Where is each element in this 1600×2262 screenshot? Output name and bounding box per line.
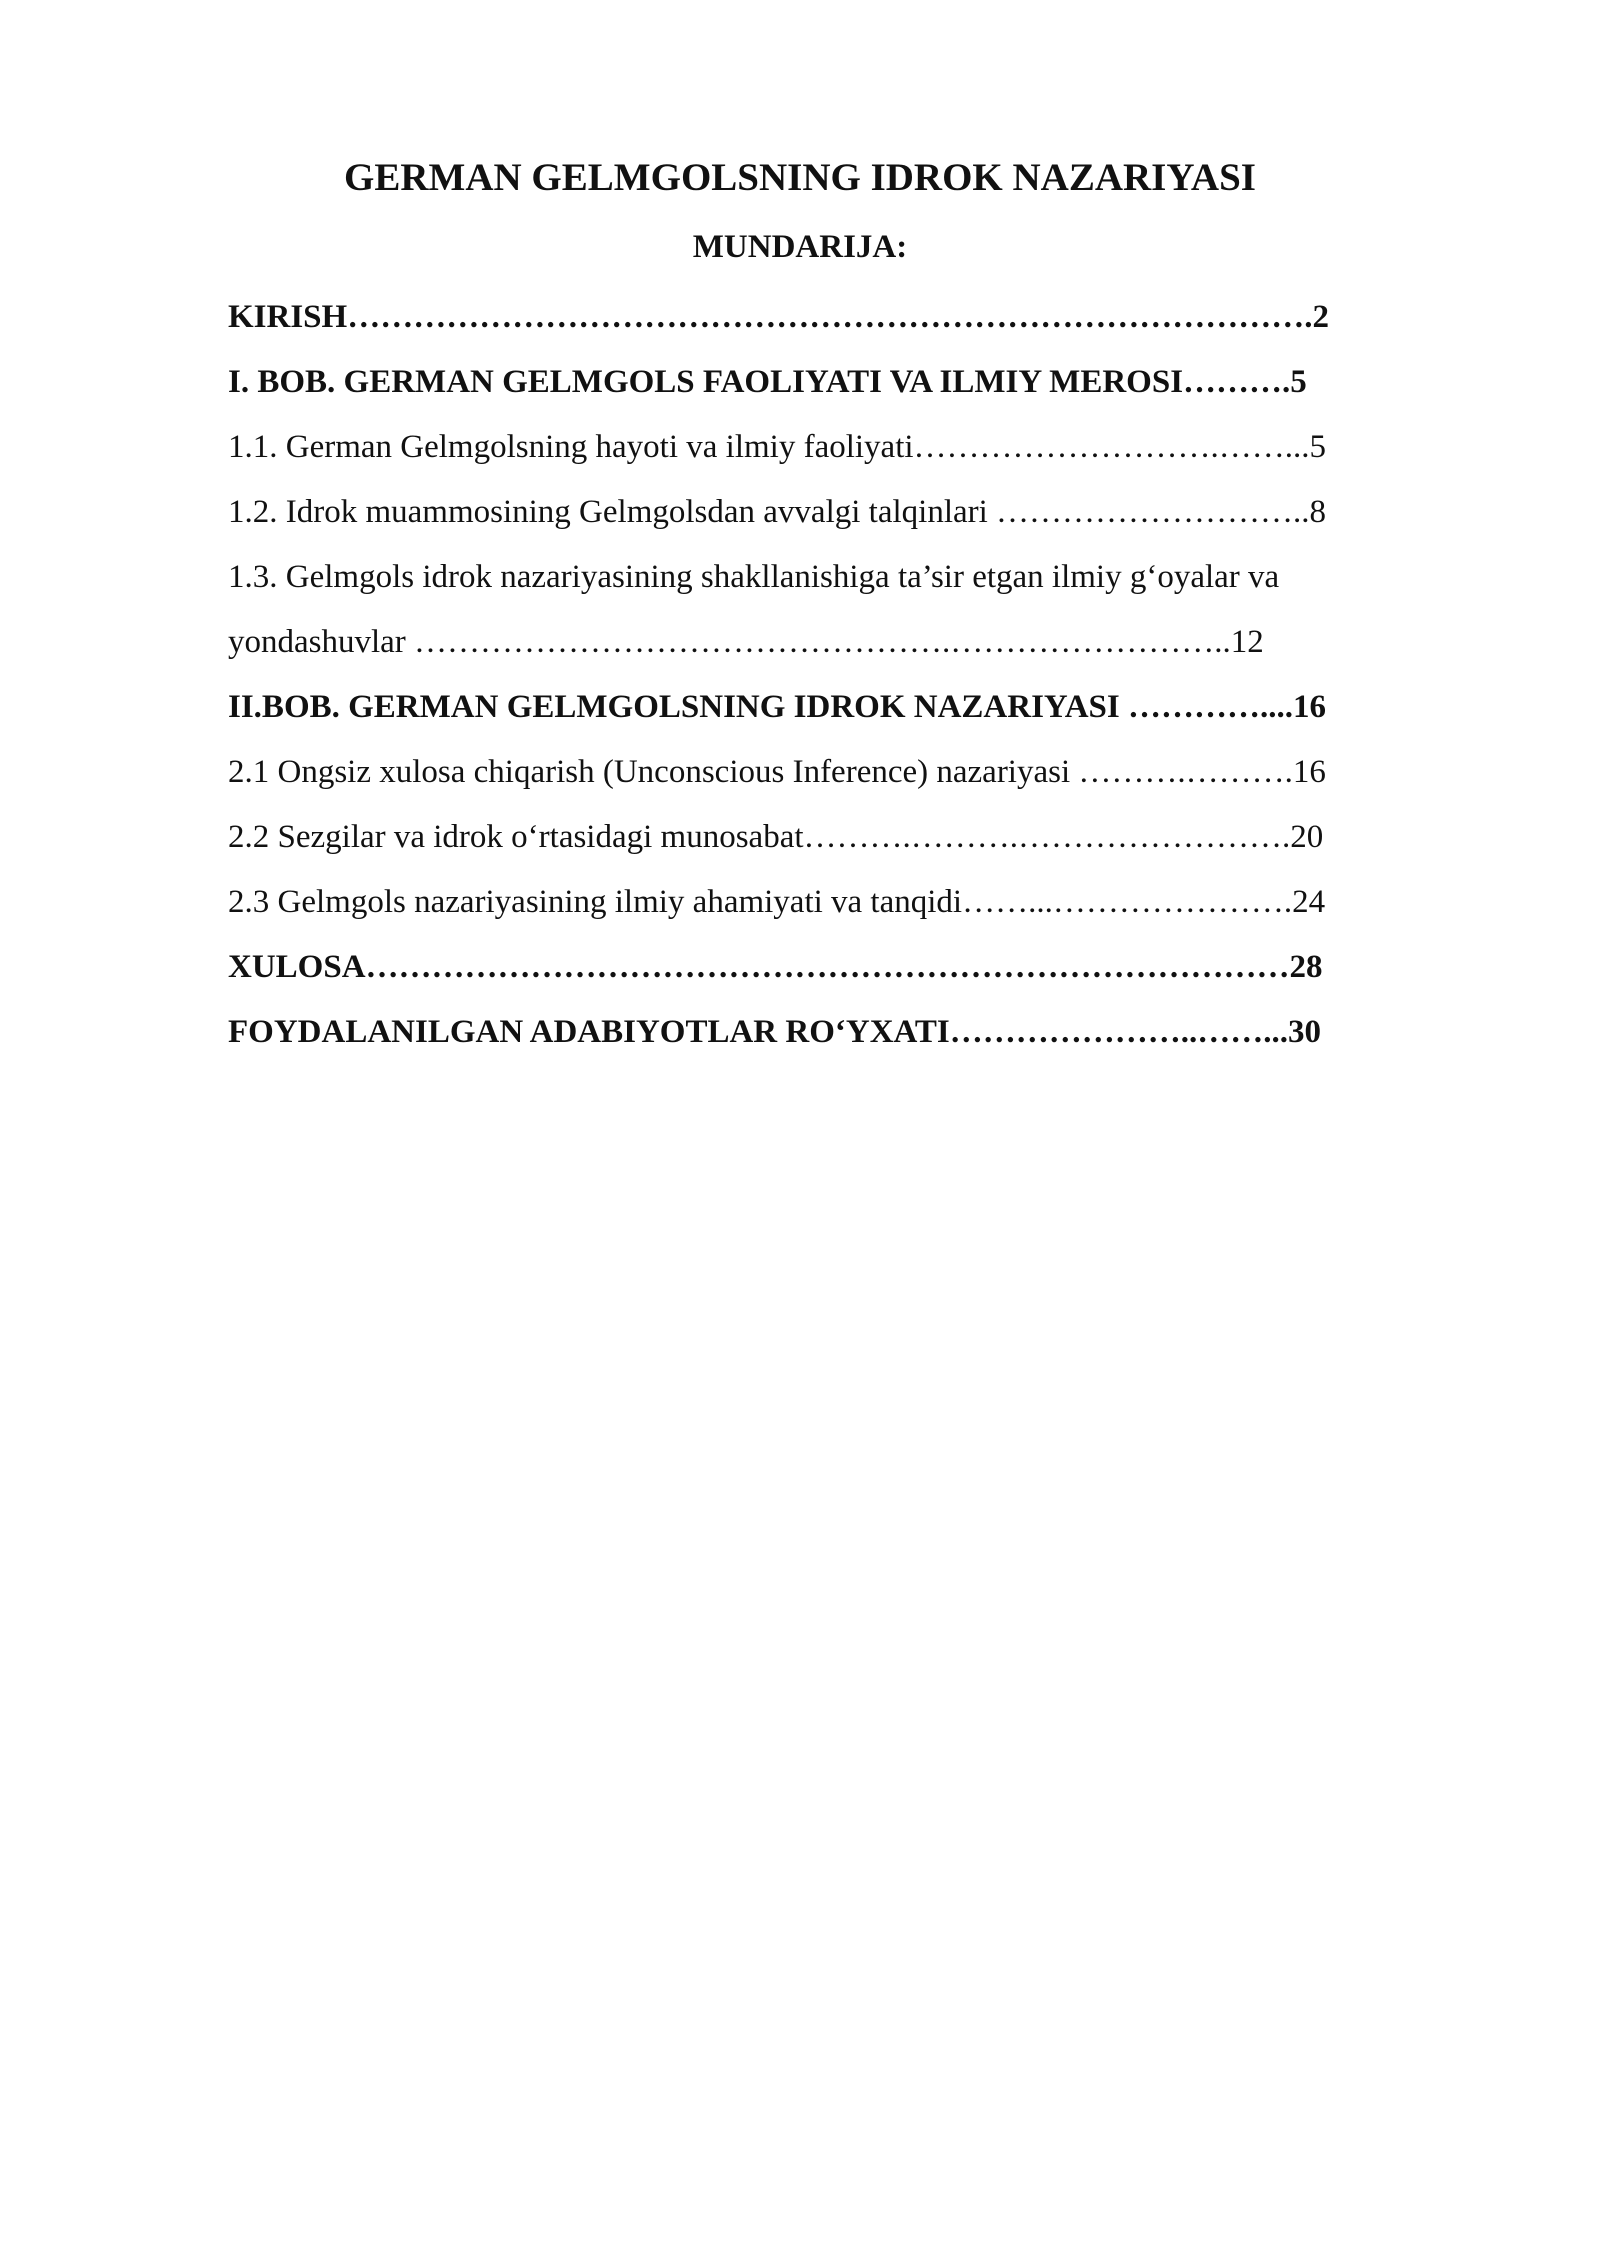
table-of-contents bbox=[228, 285, 1488, 1065]
toc-entry-references: FOYDALANILGAN ADABIYOTLAR RO‘YXATI…………………..……...30 bbox=[228, 1014, 1322, 1050]
toc-entry-2-3: 2.3 Gelmgols nazariyasining ilmiy ahamiyati va tanqidi……...………………….24 bbox=[228, 884, 1326, 920]
toc-entry-kirish: KIRISH…………………………………………………………………………….2 bbox=[228, 299, 1329, 335]
toc-entry-2-2: 2.2 Sezgilar va idrok o‘rtasidagi munosabat……….……….…………………….20 bbox=[228, 819, 1324, 855]
toc-entry-1-2: 1.2. Idrok muammosining Gelmgolsdan avvalgi talqinlari ………………………..8 bbox=[228, 494, 1327, 530]
toc-entry-2-1: 2.1 Ongsiz xulosa chiqarish (Unconscious Inference) nazariyasi ……….……….16 bbox=[228, 754, 1326, 790]
toc-entry-1-3: 1.3. Gelmgols idrok nazariyasining shakllanishiga ta’sir etgan ilmiy g‘oyalar va bbox=[228, 559, 1280, 595]
toc-heading: MUNDARIJA: bbox=[692, 229, 908, 265]
toc-entry-1-3-continued: yondashuvlar ………………………………………….……………………..12 bbox=[228, 624, 1264, 660]
toc-entry-xulosa: XULOSA…………………………………………………………………………28 bbox=[228, 949, 1323, 985]
toc-entry-1-1: 1.1. German Gelmgolsning hayoti va ilmiy faoliyati……………………….……...5 bbox=[228, 429, 1327, 465]
toc-entry-chapter-1: I. BOB. GERMAN GELMGOLS FAOLIYATI VA ILMIY MEROSI……….5 bbox=[228, 364, 1307, 400]
document-title: GERMAN GELMGOLSNING IDROK NAZARIYASI bbox=[344, 156, 1256, 199]
toc-entry-chapter-2: II.BOB. GERMAN GELMGOLSNING IDROK NAZARIYASI …………....16 bbox=[228, 689, 1327, 725]
